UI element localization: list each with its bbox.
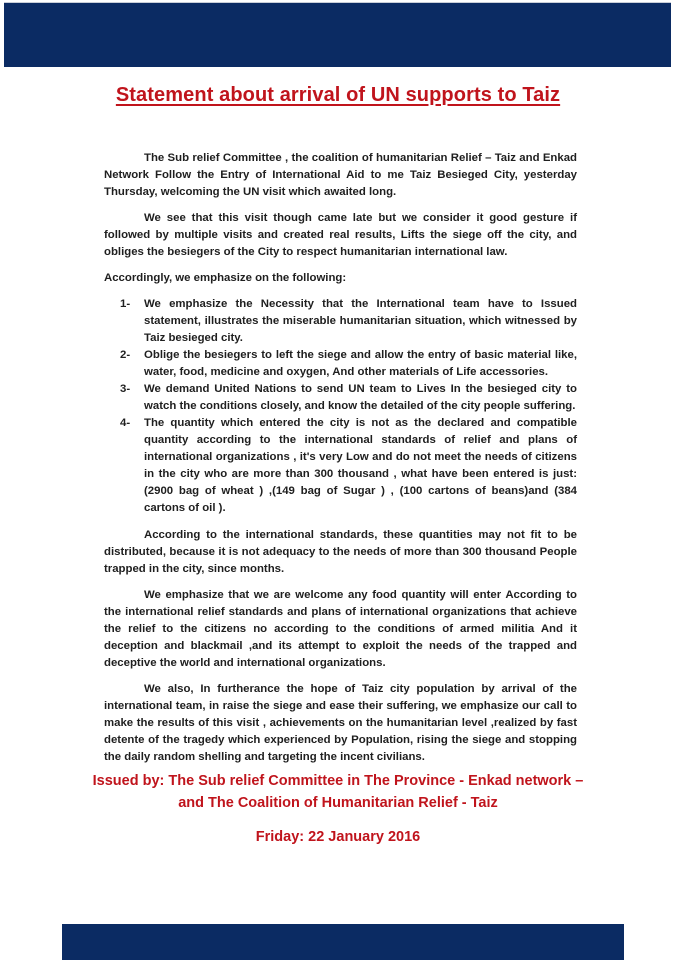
outro-paragraph-2: We emphasize that we are welcome any food quantity will enter According to the international relief standards and plans of international organizations that achieve the relief to the citizens no according to the conditions of armed militia And it deception and blackmail ,and its attempt to exploit the needs of the trapped and deceptive the world and international organizations.	[104, 589, 577, 669]
list-item-text: The quantity which entered the city is not as the declared and compatible quantity according to the international standards of relief and plans of international organizations , it's very Low and do not meet the needs of citizens in the city who are more than 300 thousand , what have been entered is just: (2900 bag of wheat ) ,(149 bag of Sugar ) , (100 cartons of beans)and (384 cartons of oil ).	[144, 417, 577, 514]
list-item-number: 1-	[120, 298, 131, 310]
intro-paragraph-2: We see that this visit though came late but we consider it good gesture if followed by multiple visits and created real results, Lifts the siege off the city, and obliges the besiegers of the City to respect humanitarian international law.	[104, 212, 577, 258]
list-item	[104, 381, 577, 415]
list-item	[104, 347, 577, 381]
issuer-block	[0, 770, 676, 848]
outro-paragraph-1: According to the international standards, these quantities may not fit to be distributed, because it is not adequacy to the needs of more than 300 thousand People trapped in the city, since months.	[104, 529, 577, 575]
header-bar	[4, 2, 671, 67]
document-body	[104, 150, 577, 775]
emphasis-intro: Accordingly, we emphasize on the following:	[104, 272, 347, 284]
document-title: Statement about arrival of UN supports to Taiz	[115, 84, 561, 106]
list-item	[104, 415, 577, 517]
list-item	[104, 296, 577, 347]
demands-list	[104, 296, 577, 517]
intro-paragraph-1: The Sub relief Committee , the coalition of humanitarian Relief – Taiz and Enkad Network Follow the Entry of International Aid to me Taiz Besieged City, yesterday Thursday, welcoming the UN visit which awaited long.	[104, 152, 577, 198]
list-item-text: Oblige the besiegers to left the siege and allow the entry of basic material like, water, food, medicine and oxygen, And other materials of Life accessories.	[144, 349, 577, 378]
footer-bar	[62, 924, 624, 960]
issued-by-line-1: Issued by: The Sub relief Committee in The Province - Enkad network –	[92, 773, 584, 789]
list-item-text: We emphasize the Necessity that the International team have to Issued statement, illustrates the miserable humanitarian situation, which witnessed by Taiz besieged city.	[144, 298, 577, 344]
issued-by-line-2: and The Coalition of Humanitarian Relief - Taiz	[178, 795, 498, 811]
list-item-number: 4-	[120, 417, 131, 429]
list-item-number: 3-	[120, 383, 131, 395]
list-item-text: We demand United Nations to send UN team to Lives In the besieged city to watch the conditions closely, and know the detailed of the city people suffering.	[144, 383, 577, 412]
list-item-number: 2-	[120, 349, 131, 361]
issue-date: Friday: 22 January 2016	[255, 829, 421, 845]
outro-paragraph-3: We also, In furtherance the hope of Taiz city population by arrival of the international team, in raise the siege and ease their suffering, we emphasize our call to make the results of this visit , achievements on the humanitarian level ,realized by fast detente of the tragedy which experienced by Population, rising the siege and stopping the daily random shelling and targeting the incent civilians.	[104, 683, 577, 763]
